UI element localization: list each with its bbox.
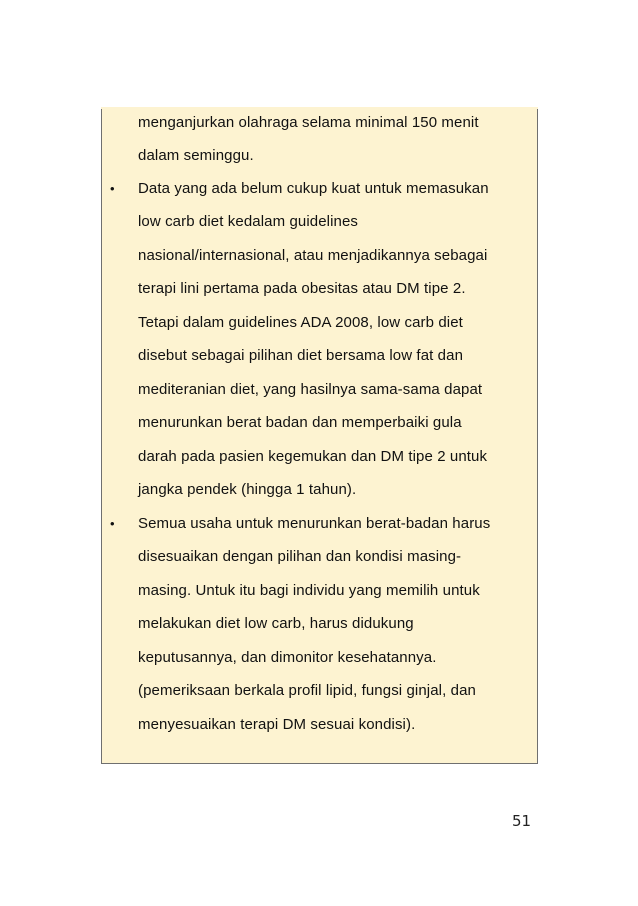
text-line: Tetapi dalam guidelines ADA 2008, low carb diet xyxy=(138,314,463,331)
text-line: dalam seminggu. xyxy=(138,147,254,164)
text-line: keputusannya, dan dimonitor kesehatannya. xyxy=(138,649,437,666)
text-line: darah pada pasien kegemukan dan DM tipe 2 untuk xyxy=(138,448,488,465)
text-line: disebut sebagai pilihan diet bersama low fat dan xyxy=(138,347,464,364)
text-line: low carb diet kedalam guidelines xyxy=(138,213,358,230)
box-open-top-edge xyxy=(101,107,538,109)
text-line: melakukan diet low carb, harus didukung xyxy=(138,615,414,632)
bullet-icon: • xyxy=(110,516,115,531)
text-line: disesuaikan dengan pilihan dan kondisi masing- xyxy=(138,548,462,565)
text-line: jangka pendek (hingga 1 tahun). xyxy=(138,481,357,498)
text-line: Data yang ada belum cukup kuat untuk memasukan xyxy=(138,180,489,197)
text-line: nasional/internasional, atau menjadikannya sebagai xyxy=(138,247,488,264)
text-line: masing. Untuk itu bagi individu yang memilih untuk xyxy=(138,582,480,599)
bullet-icon: • xyxy=(110,181,115,196)
text-line: menyesuaikan terapi DM sesuai kondisi). xyxy=(138,716,416,733)
text-line: (pemeriksaan berkala profil lipid, fungsi ginjal, dan xyxy=(138,682,476,699)
text-line: menurunkan berat badan dan memperbaiki gula xyxy=(138,414,462,431)
text-line: Semua usaha untuk menurunkan berat-badan harus xyxy=(138,515,491,532)
text-line: mediteranian diet, yang hasilnya sama-sama dapat xyxy=(138,381,483,398)
text-line: terapi lini pertama pada obesitas atau DM tipe 2. xyxy=(138,280,466,297)
page-number: 51 xyxy=(512,812,532,830)
text-line: menganjurkan olahraga selama minimal 150 menit xyxy=(138,114,479,131)
